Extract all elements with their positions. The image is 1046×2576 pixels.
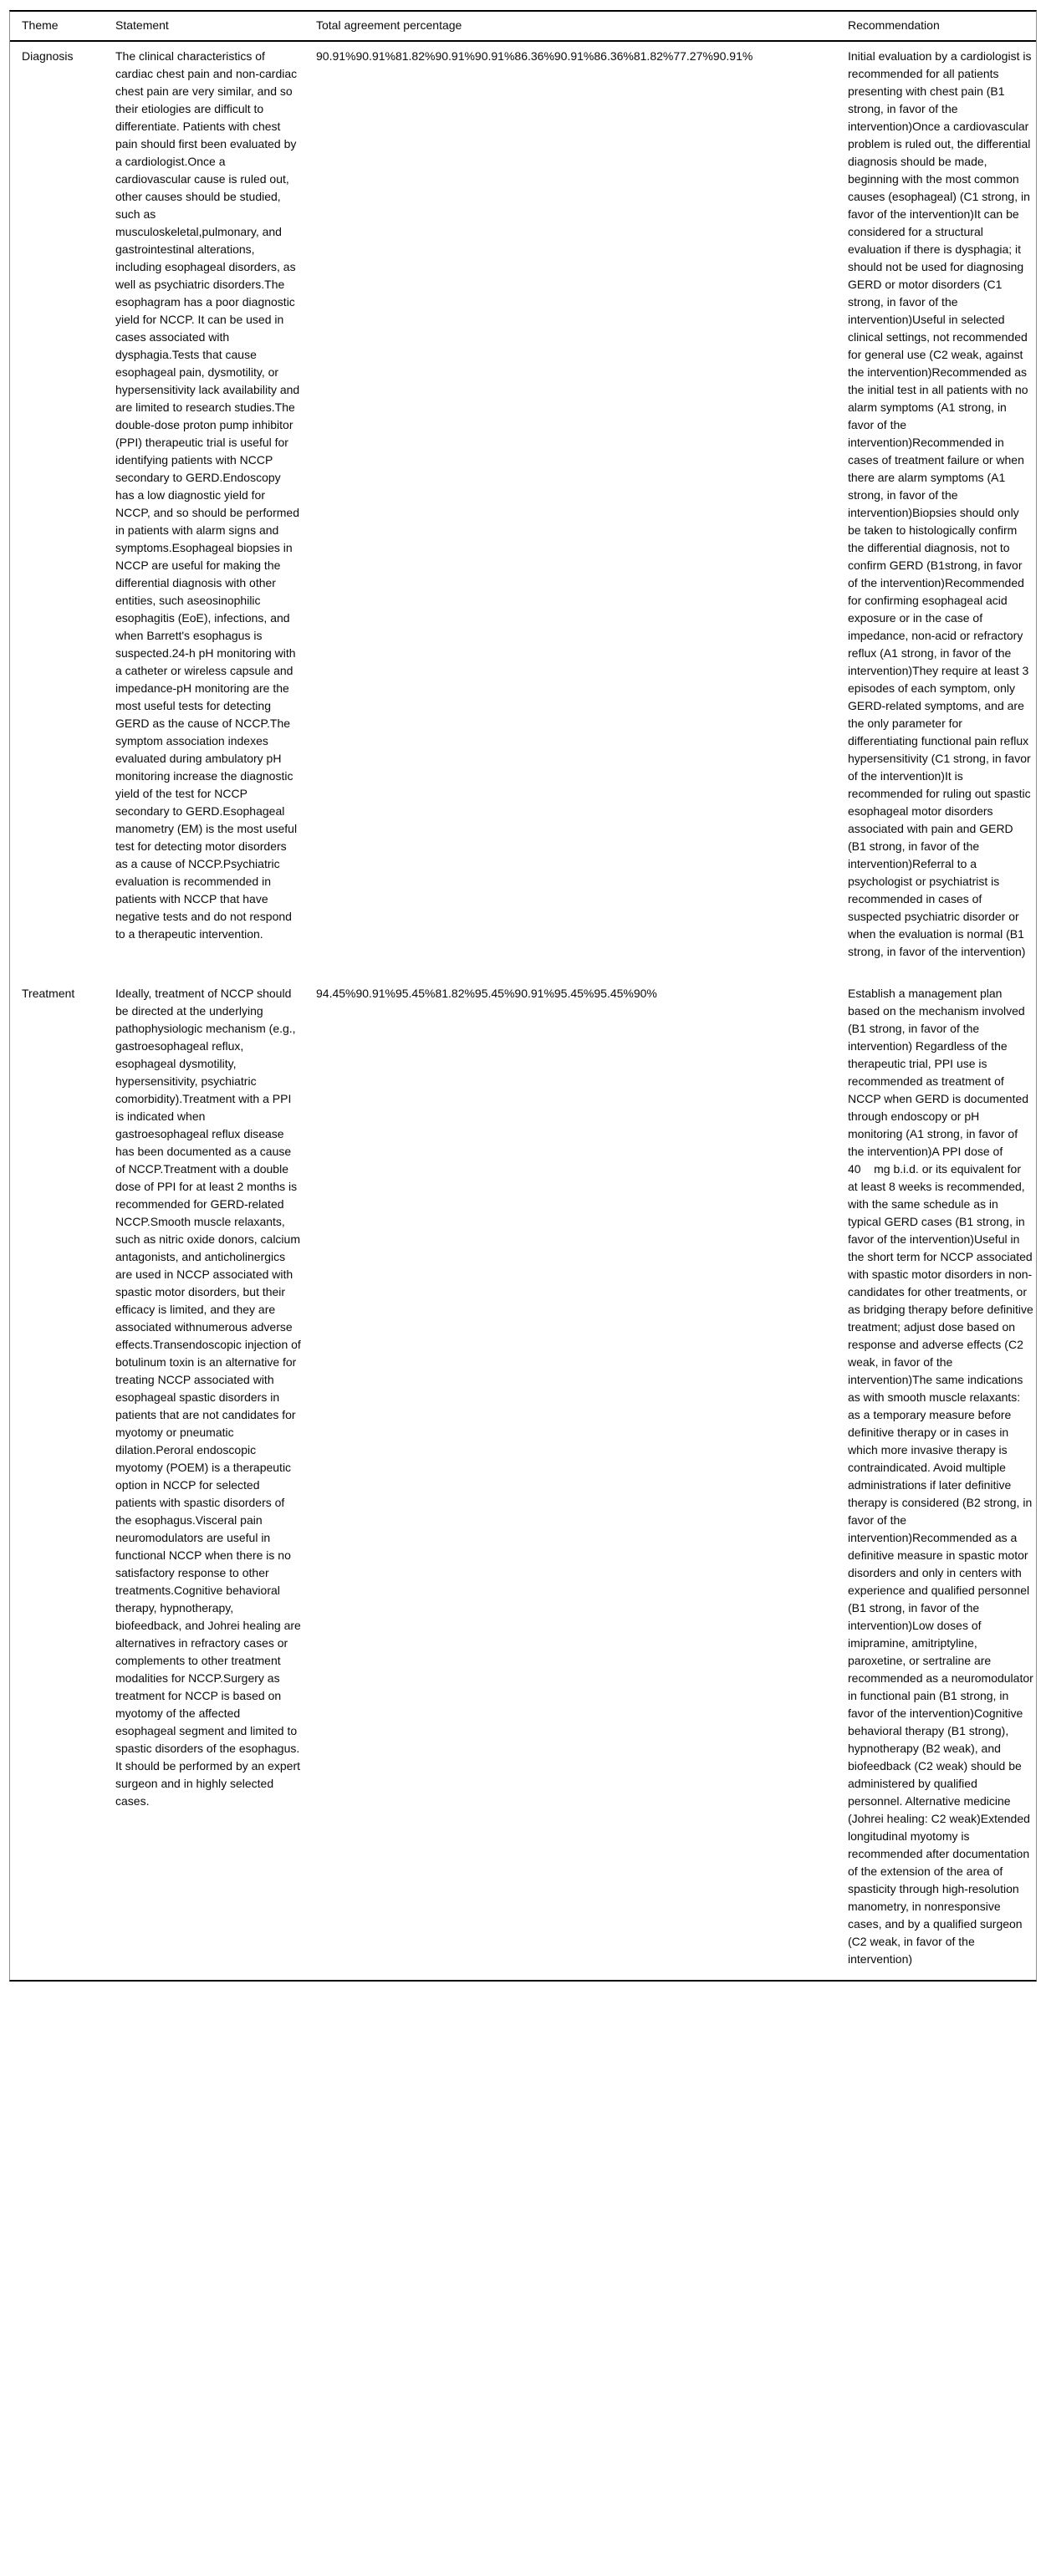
consensus-table [9, 10, 1037, 1982]
agreement-percentage-cell: 94.45%90.91%95.45%81.82%95.45%90.91%95.45%95.45%90% [316, 987, 657, 1000]
statement-cell: The clinical characteristics of cardiac chest pain and non-cardiac chest pain are very similar, and so their etiologies are difficult to differentiate. Patients with chest pain should first been evaluated by a cardiologist.Once a cardiovascular cause is ruled out, other causes should be studied, such as musculoskeletal,pulmonary, and gastrointestinal alterations, including esophageal disorders, as well as psychiatric disorders.The esophagram has a poor diagnostic yield for NCCP. It can be used in cases associated with dysphagia.Tests that cause esophageal pain, dysmotility, or hypersensitivity lack availability and are limited to research studies.The double-dose proton pump inhibitor (PPI) therapeutic trial is useful for identifying patients with NCCP secondary to GERD.Endoscopy has a low diagnostic yield for NCCP, and so should be performed in patients with alarm signs and symptoms.Esophageal biopsies in NCCP are useful for making the differential diagnosis with other entities, such aseosinophilic esophagitis (EoE), infections, and when Barrett's esophagus is suspected.24-h pH monitoring with a catheter or wireless capsule and impedance-pH monitoring are the most useful tests for detecting GERD as the cause of NCCP.The symptom association indexes evaluated during ambulatory pH monitoring increase the diagnostic yield of the test for NCCP secondary to GERD.Esophageal manometry (EM) is the most useful test for detecting motor disorders as a cause of NCCP.Psychiatric evaluation is recommended in patients with NCCP that have negative tests and do not respond to a therapeutic intervention. [115, 49, 300, 941]
agreement-percentage-cell: 90.91%90.91%81.82%90.91%90.91%86.36%90.91%86.36%81.82%77.27%90.91% [316, 49, 753, 63]
recommendation-cell: Establish a management plan based on the mechanism involved (B1 strong, in favor of the intervention) Regardless of the therapeutic trial, PPI use is recommended as treatment of NCCP when GERD is documented through endoscopy or pH monitoring (A1 strong, in favor of the intervention)A PPI dose of 40 mg b.i.d. or its equivalent for at least 8 weeks is recommended, with the same schedule as in typical GERD cases (B1 strong, in favor of the intervention)Useful in the short term for NCCP associated with spastic motor disorders in non-candidates for other treatments, or as bridging therapy before definitive treatment; adjust dose based on response and adverse effects (C2 weak, in favor of the intervention)The same indications as with smooth muscle relaxants: as a temporary measure before definitive therapy or in cases in which more invasive therapy is contraindicated. Avoid multiple administrations if later definitive therapy is considered (B2 strong, in favor of the intervention)Recommended as a definitive measure in spastic motor disorders and only in centers with experience and qualified personnel (B1 strong, in favor of the intervention)Low doses of imipramine, amitriptyline, paroxetine, or sertraline are recommended as a neuromodulator in functional pain (B1 strong, in favor of the intervention)Cognitive behavioral therapy (B1 strong), hypnotherapy (B2 weak), and biofeedback (C2 weak) should be administered by qualified personnel. Alternative medicine (Johrei healing: C2 weak)Extended longitudinal myotomy is recommended after documentation of the extension of the area of spasticity through high-resolution manometry, in nonresponsive cases, and by a qualified surgeon (C2 weak, in favor of the intervention) [848, 987, 1033, 1966]
theme-cell: Diagnosis [22, 49, 74, 63]
table-row-treatment [10, 979, 1036, 1968]
theme-cell: Treatment [22, 987, 75, 1000]
header-total-agreement-percentage: Total agreement percentage [316, 18, 462, 32]
table-row-diagnosis [10, 42, 1036, 961]
recommendation-cell: Initial evaluation by a cardiologist is recommended for all patients presenting with chest pain (B1 strong, in favor of the intervention)Once a cardiovascular problem is ruled out, the differential diagnosis should be made, beginning with the most common causes (esophageal) (C1 strong, in favor of the intervention)It can be considered for a structural evaluation if there is dysphagia; it should not be used for diagnosing GERD or motor disorders (C1 strong, in favor of the intervention)Useful in selected clinical settings, not recommended for general use (C2 weak, against the intervention)Recommended as the initial test in all patients with no alarm symptoms (A1 strong, in favor of the intervention)Recommended in cases of treatment failure or when there are alarm symptoms (A1 strong, in favor of the intervention)Biopsies should only be taken to histologically confirm the differential diagnosis, not to confirm GERD (B1strong, in favor of the intervention)Recommended for confirming esophageal acid exposure or in the case of impedance, non-acid or refractory reflux (A1 strong, in favor of the intervention)They require at least 3 episodes of each symptom, only GERD-related symptoms, and are the only parameter for differentiating functional pain reflux hypersensitivity (C1 strong, in favor of the intervention)It is recommended for ruling out spastic esophageal motor disorders associated with pain and GERD (B1 strong, in favor of the intervention)Referral to a psychologist or psychiatrist is recommended in cases of suspected psychiatric disorder or when the evaluation is normal (B1 strong, in favor of the intervention) [848, 49, 1032, 958]
statement-cell: Ideally, treatment of NCCP should be directed at the underlying pathophysiologic mechanism (e.g., gastroesophageal reflux, esophageal dysmotility, hypersensitivity, psychiatric comorbidity).Treatment with a PPI is indicated when gastroesophageal reflux disease has been documented as a cause of NCCP.Treatment with a double dose of PPI for at least 2 months is recommended for GERD-related NCCP.Smooth muscle relaxants, such as nitric oxide donors, calcium antagonists, and anticholinergics are used in NCCP associated with spastic motor disorders, but their efficacy is limited, and they are associated withnumerous adverse effects.Transendoscopic injection of botulinum toxin is an alternative for treating NCCP associated with esophageal spastic disorders in patients that are not candidates for myotomy or pneumatic dilation.Peroral endoscopic myotomy (POEM) is a therapeutic option in NCCP for selected patients with spastic disorders of the esophagus.Visceral pain neuromodulators are useful in functional NCCP when there is no satisfactory response to other treatments.Cognitive behavioral therapy, hypnotherapy, biofeedback, and Johrei healing are alternatives in refractory cases or complements to other treatment modalities for NCCP.Surgery as treatment for NCCP is based on myotomy of the affected esophageal segment and limited to spastic disorders of the esophagus. It should be performed by an expert surgeon and in highly selected cases. [115, 987, 301, 1808]
header-theme: Theme [22, 18, 59, 32]
table-header-row [10, 12, 1036, 42]
header-recommendation: Recommendation [848, 18, 940, 32]
header-statement: Statement [115, 18, 169, 32]
